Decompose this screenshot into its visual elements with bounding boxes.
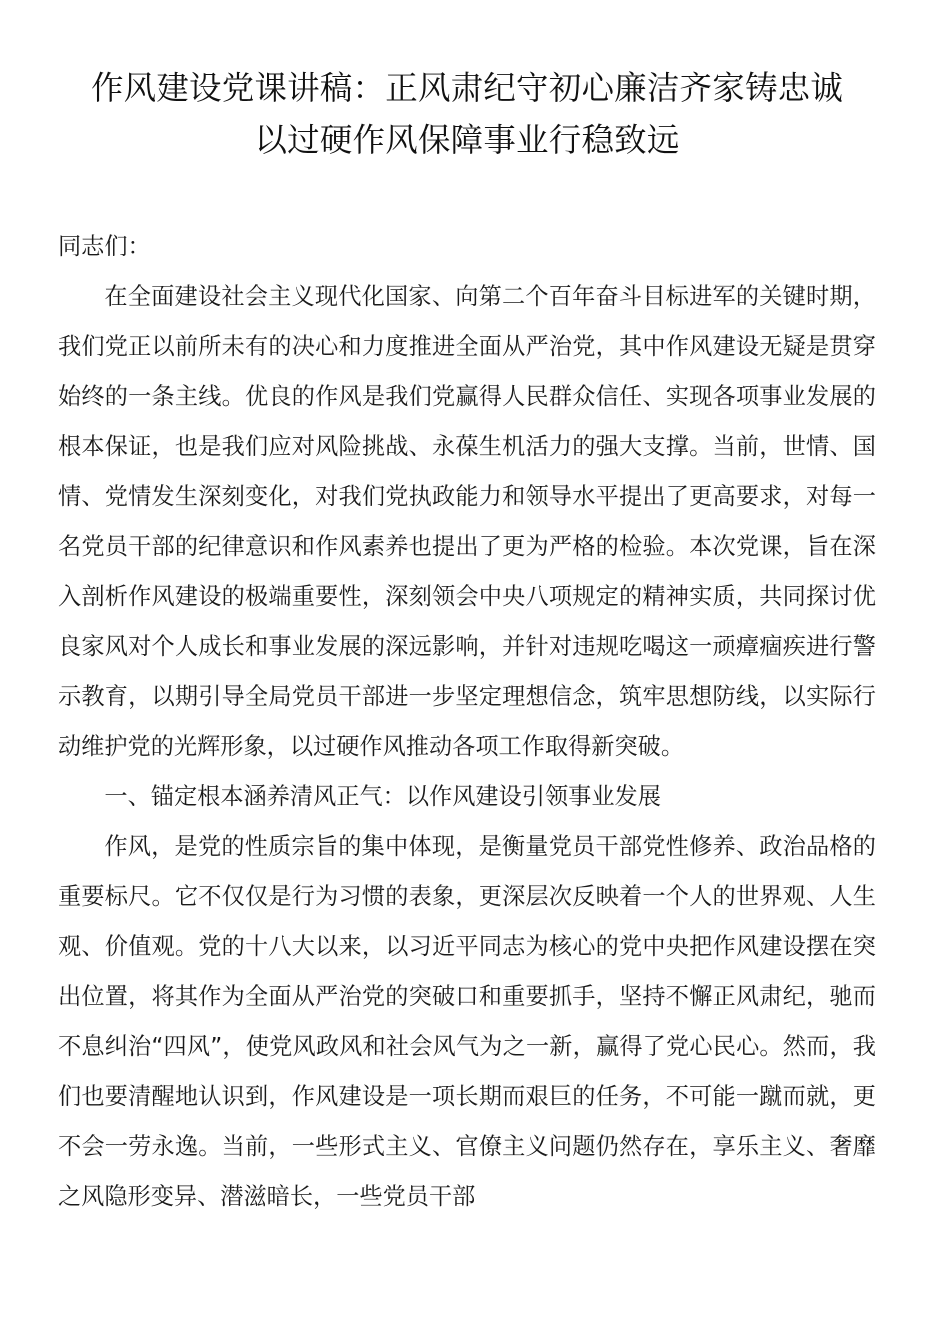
document-title: [58, 62, 876, 166]
title-line-1: 作风建设党课讲稿：正风肃纪守初心廉洁齐家铸忠诚: [90, 69, 844, 107]
title-line-2: 以过硬作风保障事业行稳致远: [254, 121, 680, 159]
document-body: [58, 222, 876, 1222]
salutation: 同志们：: [58, 233, 151, 260]
paragraph-section-1: 作风，是党的性质宗旨的集中体现，是衡量党员干部党性修养、政治品格的重要标尺。它不仅仅是行为习惯的表象，更深层次反映着一个人的世界观、人生观、价值观。党的十八大以来，以习近平同志为核心的党中央把作风建设摆在突出位置，将其作为全面从严治党的突破口和重要抓手，坚持不懈正风肃纪，驰而不息纠治“四风”，使党风政风和社会风气为之一新，赢得了党心民心。然而，我们也要清醒地认识到，作风建设是一项长期而艰巨的任务，不可能一蹴而就，更不会一劳永逸。当前，一些形式主义、官僚主义问题仍然存在，享乐主义、奢靡之风隐形变异、潜滋暗长，一些党员干部: [58, 833, 876, 1210]
section-heading-1: 一、锚定根本涵养清风正气：以作风建设引领事业发展: [104, 783, 661, 810]
paragraph-intro: 在全面建设社会主义现代化国家、向第二个百年奋斗目标进军的关键时期，我们党正以前所未有的决心和力度推进全面从严治党，其中作风建设无疑是贯穿始终的一条主线。优良的作风是我们党赢得人民群众信任、实现各项事业发展的根本保证，也是我们应对风险挑战、永葆生机活力的强大支撑。当前，世情、国情、党情发生深刻变化，对我们党执政能力和领导水平提出了更高要求，对每一名党员干部的纪律意识和作风素养也提出了更为严格的检验。本次党课，旨在深入剖析作风建设的极端重要性，深刻领会中央八项规定的精神实质，共同探讨优良家风对个人成长和事业发展的深远影响，并针对违规吃喝这一顽瘴痼疾进行警示教育，以期引导全局党员干部进一步坚定理想信念，筑牢思想防线，以实际行动维护党的光辉形象，以过硬作风推动各项工作取得新突破。: [58, 283, 876, 760]
